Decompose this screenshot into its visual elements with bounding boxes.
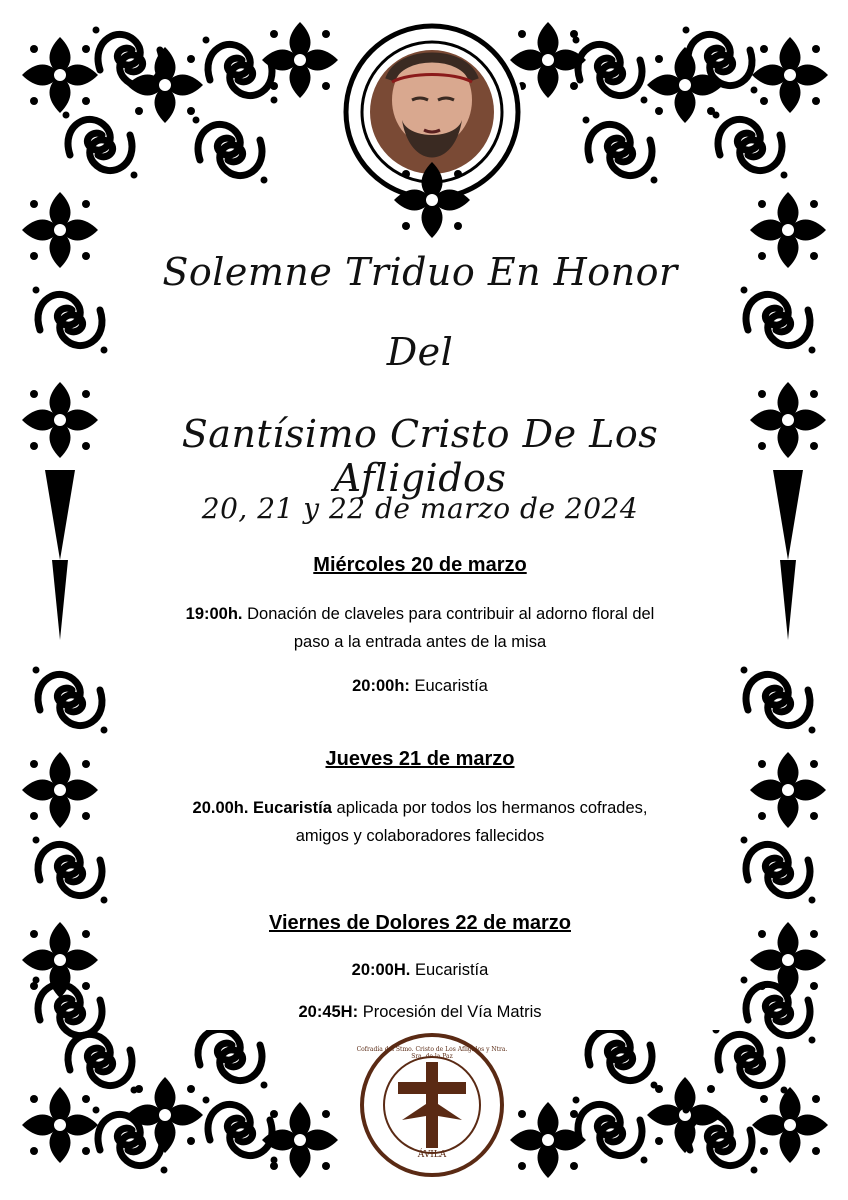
title-line-3: Santísimo Cristo De Los Afligidos [181, 412, 659, 500]
title-line-2: Del [386, 330, 454, 374]
event-text: Eucaristía [414, 677, 488, 695]
day-heading-thursday: Jueves 21 de marzo [325, 748, 515, 770]
event-line [120, 794, 720, 822]
event-text: amigos y colaboradores fallecidos [295, 827, 545, 845]
event-text: paso a la entrada antes de la misa [293, 633, 547, 651]
event-time: 20:00h: [352, 677, 410, 695]
event-time: 20:45H: [298, 1003, 359, 1021]
emblem-city: ÁVILA [417, 1150, 447, 1160]
event-text: Donación de claveles para contribuir al adorno floral del [247, 605, 655, 623]
event-text: aplicada por todos los hermanos cofrades, [336, 799, 648, 817]
title-dates: 20, 21 y 22 de marzo de 2024 [201, 492, 639, 525]
emblem-ring-text: Cofradía del Stmo. Cristo de Los Afligidos y Ntra. Sra. de la Paz [356, 1046, 508, 1060]
event-line [120, 600, 720, 628]
title-line-1: Solemne Triduo En Honor [162, 250, 678, 294]
event-time: 20:00H. [351, 961, 411, 979]
event-line [120, 998, 720, 1026]
day-heading-friday: Viernes de Dolores 22 de marzo [269, 912, 571, 934]
event-time: 19:00h. [185, 605, 243, 623]
event-line [120, 628, 720, 656]
day-heading-wednesday: Miércoles 20 de marzo [313, 554, 527, 576]
event-text: Procesión del Vía Matris [362, 1003, 542, 1021]
event-text: Eucaristía [414, 961, 489, 979]
event-line [120, 672, 720, 700]
event-line [120, 956, 720, 984]
event-line [120, 822, 720, 850]
event-time: 20.00h. Eucaristía [192, 799, 332, 817]
